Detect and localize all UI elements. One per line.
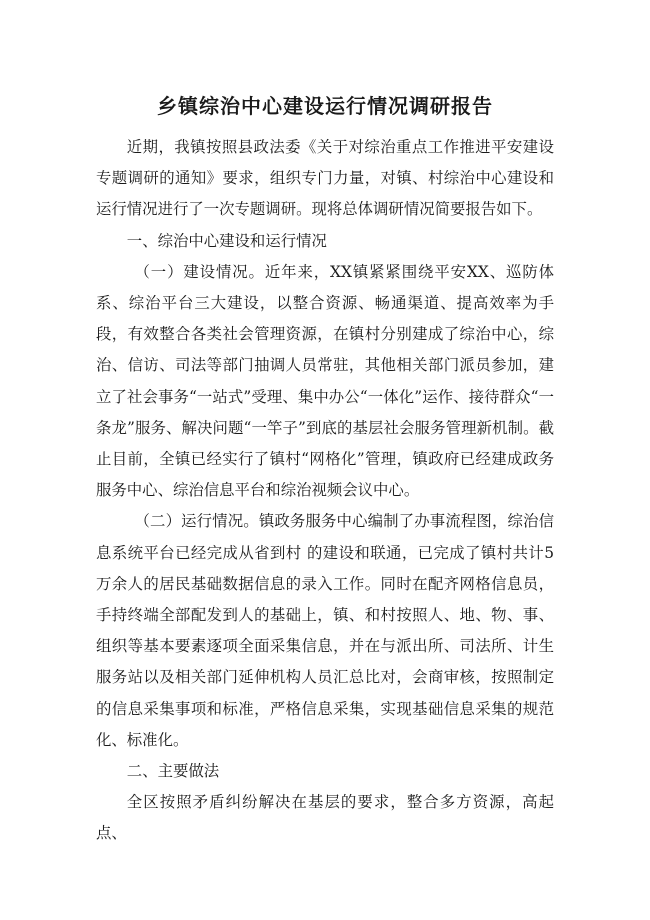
document-body: [96, 132, 554, 850]
paragraph-intro: 近期，我镇按照县政法委《关于对综治重点工作推进平安建设专题调研的通知》要求，组织专门力量，对镇、村综治中心建设和运行情况进行了一次专题调研。现将总体调研情况简要报告如下。: [96, 138, 554, 219]
paragraph-practice: 全区按照矛盾纠纷解决在基层的要求，整合多方资源，高起点、: [96, 793, 554, 843]
section-heading-2: 二、主要做法: [126, 762, 220, 781]
section-heading-1: 一、综治中心建设和运行情况: [126, 231, 327, 250]
paragraph-construction: （一）建设情况。近年来，XX镇紧紧围绕平安XX、巡防体系、综治平台三大建设，以整合资源、畅通渠道、提高效率为手段，有效整合各类社会管理资源，在镇村分别建成了综治中心，综治、信访、司法等部门抽调人员常驻，其他相关部门派员参加，建立了社会事务“一站式”受理、集中办公“一体化”运作、接待群众“一条龙”服务、解决问题“一竿子”到底的基层社会服务管理新机制。截止目前，全镇已经实行了镇村“网格化”管理，镇政府已经建成政务服务中心、综治信息平台和综治视频会议中心。: [96, 262, 554, 500]
paragraph-operation: （二）运行情况。镇政务服务中心编制了办事流程图，综治信息系统平台已经完成从省到村 的建设和联通，已完成了镇村共计5万余人的居民基础数据信息的录入工作。同时在配齐网格信息员，手持终端全部配发到人的基础上，镇、和村按照人、地、物、事、组织等基本要素逐项全面采集信息，并在与派出所、司法所、计生服务站以及相关部门延伸机构人员汇总比对，会商审核，按照制定的信息采集事项和标准，严格信息采集，实现基础信息采集的规范化、标准化。: [96, 512, 554, 749]
document-title: 乡镇综治中心建设运行情况调研报告: [157, 94, 493, 118]
